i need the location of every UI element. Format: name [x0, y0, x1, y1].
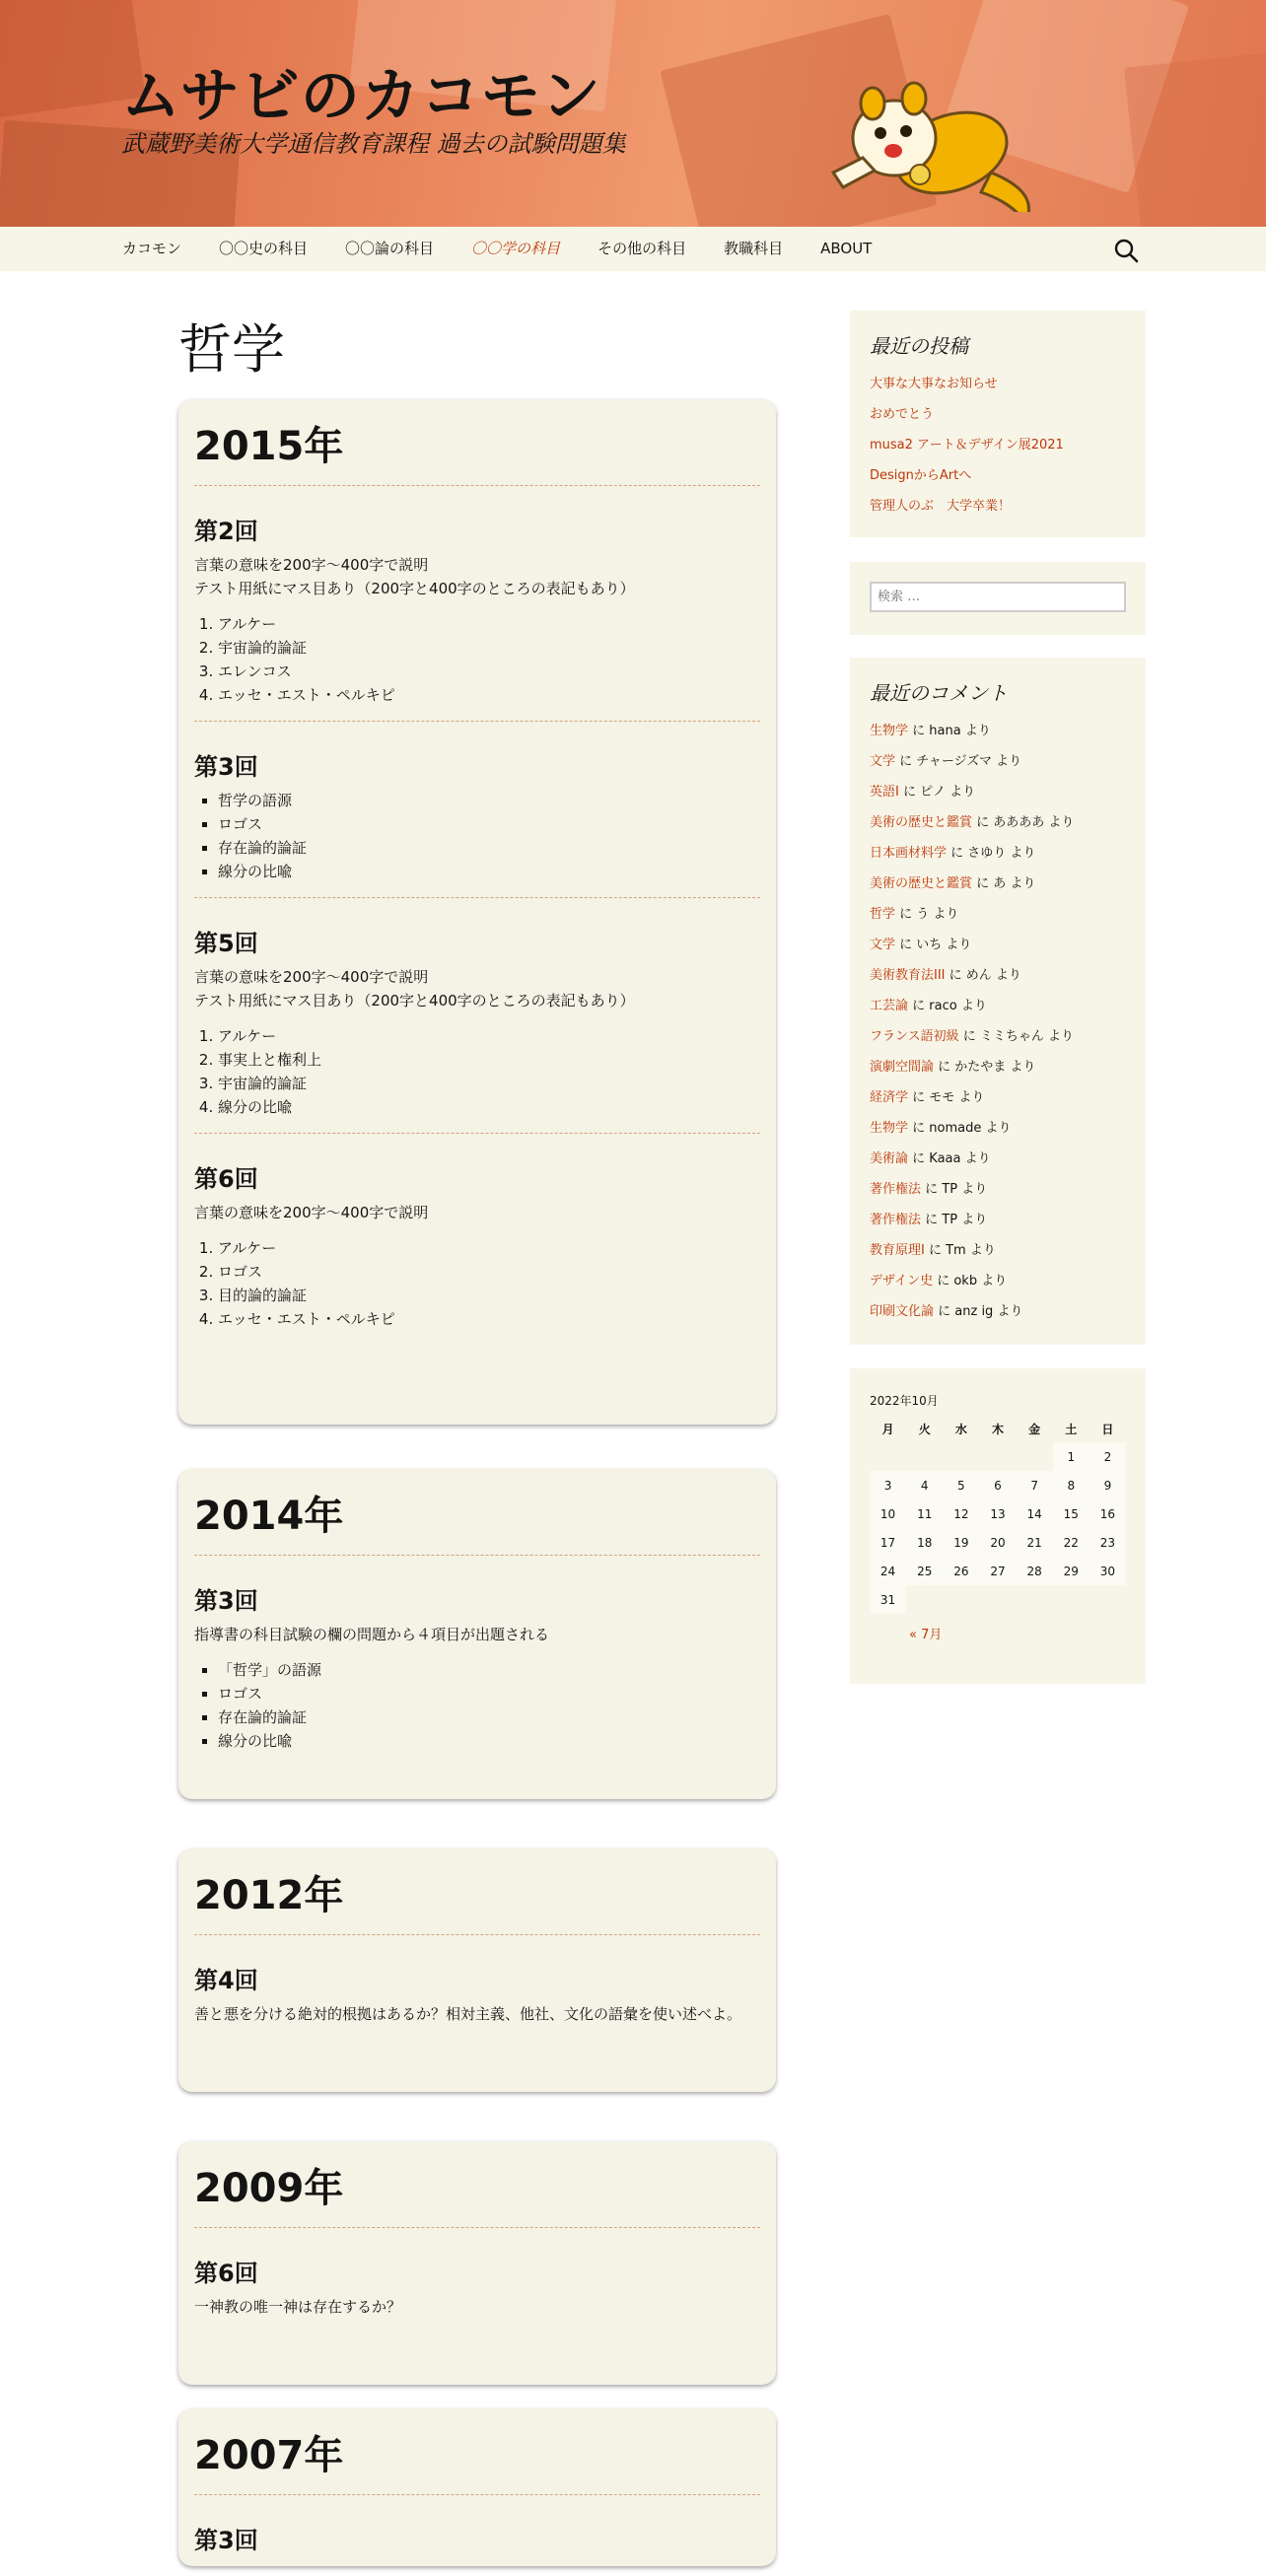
calendar-day: 27 [979, 1557, 1016, 1585]
question-item: 4. エッセ・エスト・ペルキピ [218, 1307, 760, 1331]
comment-post-link[interactable]: 美術の歴史と鑑賞 [870, 876, 973, 891]
calendar-day [943, 1585, 979, 1614]
nav-item[interactable]: 〇〇学の科目 [471, 240, 561, 257]
calendar-day [906, 1585, 943, 1614]
comment-post-link[interactable]: 日本画材料学 [870, 846, 948, 861]
widget-title: 最近のコメント [870, 681, 1008, 705]
comment-post-link[interactable]: 著作権法 [870, 1213, 922, 1227]
nav-item[interactable]: 教職科目 [724, 240, 784, 257]
exam-round [194, 898, 760, 1134]
round-heading: 第4回 [194, 1967, 258, 1994]
recent-comment [870, 1052, 1126, 1082]
calendar-day: 11 [906, 1499, 943, 1528]
calendar-weekday: 月 [881, 1422, 894, 1436]
question-list [194, 612, 760, 707]
comment-author-text: に ピノ より [898, 785, 976, 800]
calendar-day: 9 [1090, 1471, 1126, 1499]
comment-post-link[interactable]: 美術論 [870, 1151, 909, 1166]
comment-post-link[interactable]: 美術教育法III [870, 968, 946, 983]
year-heading: 2012年 [194, 1848, 760, 1935]
comment-author-text: に Tm より [924, 1243, 996, 1258]
year-heading: 2009年 [194, 2141, 760, 2228]
recent-comment [870, 777, 1126, 807]
calendar-day [1090, 1585, 1126, 1614]
question-item: ▪ 「哲学」の語源 [218, 1658, 760, 1682]
calendar-day: 12 [943, 1499, 979, 1528]
recent-comment [870, 1144, 1126, 1174]
year-heading: 2015年 [194, 399, 760, 486]
year-card [178, 1848, 776, 2092]
site-title[interactable]: ムサビのカコモン [121, 62, 601, 131]
question-item: 2. 事実上と権利上 [218, 1048, 760, 1072]
question-item: 4. エッセ・エスト・ペルキピ [218, 683, 760, 707]
recent-comment [870, 1205, 1126, 1235]
recent-comment [870, 746, 1126, 777]
exam-round [194, 722, 760, 898]
comment-author-text: に TP より [921, 1182, 988, 1197]
question-list [194, 1658, 760, 1753]
comment-author-text: に めん より [945, 968, 1021, 983]
calendar-day: 2 [1090, 1442, 1126, 1471]
round-description: 言葉の意味を200字〜400字で説明 [194, 1204, 429, 1221]
comment-post-link[interactable]: 哲学 [870, 907, 896, 922]
question-item: 1. アルケー [218, 1236, 760, 1260]
comment-author-text: に さゆり より [947, 846, 1036, 861]
recent-comment [870, 991, 1126, 1021]
calendar-day: 30 [1090, 1557, 1126, 1585]
recent-comment [870, 1174, 1126, 1205]
comment-author-text: に かたやま より [934, 1060, 1036, 1075]
calendar-week [870, 1557, 1126, 1585]
question-item: 4. 線分の比喩 [218, 1095, 760, 1119]
comment-post-link[interactable]: 演劇空間論 [870, 1060, 935, 1075]
comment-post-link[interactable]: 著作権法 [870, 1182, 922, 1197]
calendar-day [1017, 1442, 1053, 1471]
calendar-day [906, 1442, 943, 1471]
calendar-day: 29 [1053, 1557, 1090, 1585]
comment-author-text: に いち より [895, 938, 972, 952]
round-heading: 第3回 [194, 2527, 258, 2554]
recent-post-link[interactable]: musa2 アート＆デザイン展2021 [870, 438, 1064, 453]
nav-menu [104, 227, 890, 271]
calendar-weekday: 木 [991, 1422, 1004, 1436]
comment-author-text: に okb より [933, 1274, 1008, 1288]
exam-round [194, 2495, 760, 2576]
recent-post-link[interactable]: 管理人のぶ 大学卒業！ [870, 499, 1012, 514]
nav-item[interactable]: 〇〇史の科目 [219, 240, 309, 257]
nav-item[interactable]: 〇〇論の科目 [345, 240, 435, 257]
calendar-day [1053, 1585, 1090, 1614]
calendar-weekday: 金 [1028, 1422, 1041, 1436]
question-item: 3. 目的論的論証 [218, 1284, 760, 1307]
exam-round [194, 2228, 760, 2332]
recent-comment [870, 899, 1126, 930]
calendar-day [979, 1585, 1016, 1614]
round-description: テスト用紙にマス目あり（200字と400字のところの表記もあり） [194, 580, 635, 597]
year-heading: 2014年 [194, 1469, 760, 1556]
calendar-day: 1 [1053, 1442, 1090, 1471]
calendar-prev-link[interactable]: « 7月 [909, 1628, 943, 1642]
calendar-table [870, 1415, 1126, 1614]
recent-comment [870, 1235, 1126, 1266]
recent-post-link[interactable]: DesignからArtへ [870, 468, 972, 483]
comment-author-text: に ミミちゃん より [958, 1029, 1075, 1044]
comment-post-link[interactable]: 英語Ⅰ [870, 785, 899, 800]
calendar-week [870, 1585, 1126, 1614]
search-widget [850, 562, 1146, 635]
calendar-weekday: 火 [918, 1422, 931, 1436]
recent-comment [870, 838, 1126, 869]
exam-round [194, 486, 760, 722]
calendar-day: 28 [1017, 1557, 1053, 1585]
recent-comments-list [870, 716, 1126, 1327]
year-card [178, 399, 776, 1425]
question-item: ▪ 線分の比喩 [218, 860, 760, 883]
round-description: テスト用紙にマス目あり（200字と400字のところの表記もあり） [194, 992, 635, 1010]
recent-comment [870, 869, 1126, 899]
recent-comment [870, 1266, 1126, 1296]
calendar-day [1017, 1585, 1053, 1614]
calendar-day: 14 [1017, 1499, 1053, 1528]
round-heading: 第5回 [194, 930, 258, 957]
recent-post-link[interactable]: 大事な大事なお知らせ [870, 377, 998, 391]
calendar-day: 22 [1053, 1528, 1090, 1557]
calendar-day: 18 [906, 1528, 943, 1557]
question-item: 1. アルケー [218, 612, 760, 636]
question-item: ▪ ロゴス [218, 1682, 760, 1706]
calendar-day: 16 [1090, 1499, 1126, 1528]
comment-post-link[interactable]: 工芸論 [870, 999, 909, 1013]
calendar-day: 3 [870, 1471, 906, 1499]
calendar-day: 8 [1053, 1471, 1090, 1499]
calendar-day: 15 [1053, 1499, 1090, 1528]
comment-post-link[interactable]: 文学 [870, 754, 896, 769]
comment-author-text: に モモ より [908, 1090, 985, 1105]
recent-comment [870, 716, 1126, 746]
round-heading: 第6回 [194, 2260, 258, 2287]
question-list [194, 789, 760, 883]
calendar-week [870, 1471, 1126, 1499]
comment-author-text: に anz ig より [934, 1304, 1023, 1319]
comment-post-link[interactable]: デザイン史 [870, 1274, 934, 1288]
round-description: 言葉の意味を200字〜400字で説明 [194, 556, 429, 574]
calendar-day: 4 [906, 1471, 943, 1499]
calendar-day: 25 [906, 1557, 943, 1585]
question-item: 3. エレンコス [218, 660, 760, 683]
recent-comment [870, 960, 1126, 991]
recent-post-link[interactable]: おめでとう [870, 407, 935, 422]
calendar-day: 6 [979, 1471, 1016, 1499]
year-card [178, 2408, 776, 2566]
calendar-day: 5 [943, 1471, 979, 1499]
header-background-book [1124, 51, 1266, 227]
page-title: 哲学 [178, 318, 285, 381]
recent-comment [870, 1082, 1126, 1113]
recent-posts-list [870, 369, 1126, 522]
question-item: 2. 宇宙論的論証 [218, 636, 760, 660]
calendar-week [870, 1499, 1126, 1528]
comment-post-link[interactable]: 美術の歴史と鑑賞 [870, 815, 973, 830]
question-item: 3. 宇宙論的論証 [218, 1072, 760, 1095]
recent-comments-widget [850, 658, 1146, 1345]
comment-author-text: に ああああ より [972, 815, 1075, 830]
comment-author-text: に nomade より [908, 1121, 1012, 1136]
question-item: ▪ ロゴス [218, 812, 760, 836]
comment-author-text: に う より [895, 907, 959, 922]
nav-item[interactable]: その他の科目 [598, 240, 687, 257]
calendar-day: 13 [979, 1499, 1016, 1528]
round-heading: 第3回 [194, 753, 258, 781]
main-navigation [0, 227, 1266, 271]
calendar-day: 31 [870, 1585, 906, 1614]
search-input[interactable] [870, 582, 1126, 612]
calendar-day [979, 1442, 1016, 1471]
calendar-weekday: 土 [1065, 1422, 1078, 1436]
calendar-day [943, 1442, 979, 1471]
year-card [178, 2141, 776, 2385]
calendar-day: 20 [979, 1528, 1016, 1557]
question-item: ▪ 存在論的論証 [218, 1706, 760, 1729]
round-description: 指導書の科目試験の欄の問題から４項目が出題される [194, 1626, 550, 1643]
comment-author-text: に チャージズマ より [895, 754, 1022, 769]
exam-round [194, 1134, 760, 1345]
calendar-day: 23 [1090, 1528, 1126, 1557]
comment-author-text: に TP より [921, 1213, 988, 1227]
mascot-logo [804, 54, 1040, 212]
comment-post-link[interactable]: フランス語初級 [870, 1029, 959, 1044]
calendar-day: 21 [1017, 1528, 1053, 1557]
exam-round [194, 1556, 760, 1767]
comment-post-link[interactable]: 生物学 [870, 1121, 909, 1136]
calendar-week [870, 1528, 1126, 1557]
round-description: 善と悪を分ける絶対的根拠はあるか？相対主義、他社、文化の語彙を使い述べよ。 [194, 2005, 742, 2023]
round-heading: 第3回 [194, 1587, 258, 1615]
search-icon[interactable] [1112, 237, 1140, 264]
comment-author-text: に あ より [972, 876, 1036, 891]
calendar-day: 7 [1017, 1471, 1053, 1499]
question-item: ▪ 哲学の語源 [218, 789, 760, 812]
question-item: 2. ロゴス [218, 1260, 760, 1284]
comment-post-link[interactable]: 教育原理Ⅰ [870, 1243, 925, 1258]
comment-post-link[interactable]: 経済学 [870, 1090, 909, 1105]
comment-author-text: に raco より [908, 999, 987, 1013]
calendar-day: 19 [943, 1528, 979, 1557]
question-item: 1. アルケー [218, 1024, 760, 1048]
calendar-day: 10 [870, 1499, 906, 1528]
question-list [194, 1236, 760, 1331]
round-heading: 第6回 [194, 1165, 258, 1193]
comment-post-link[interactable]: 生物学 [870, 724, 909, 738]
calendar-day: 24 [870, 1557, 906, 1585]
calendar-caption: 2022年10月 [870, 1394, 939, 1408]
exam-round [194, 1935, 760, 2040]
calendar-weekday: 日 [1101, 1422, 1114, 1436]
round-description: 言葉の意味を200字〜400字で説明 [194, 968, 429, 986]
comment-author-text: に hana より [908, 724, 991, 738]
calendar-widget [850, 1368, 1146, 1684]
question-item: ▪ 線分の比喩 [218, 1729, 760, 1753]
calendar-day: 26 [943, 1557, 979, 1585]
recent-posts-widget [850, 311, 1146, 537]
site-description: 武蔵野美術大学通信教育課程 過去の試験問題集 [121, 130, 626, 158]
year-heading: 2007年 [194, 2408, 760, 2495]
widget-title: 最近の投稿 [870, 334, 968, 358]
question-item: ▪ 存在論的論証 [218, 836, 760, 860]
comment-post-link[interactable]: 印刷文化論 [870, 1304, 935, 1319]
calendar-week [870, 1442, 1126, 1471]
nav-item[interactable]: ABOUT [820, 240, 873, 257]
calendar-day [870, 1442, 906, 1471]
recent-comment [870, 930, 1126, 960]
recent-comment [870, 807, 1126, 838]
question-list [194, 1024, 760, 1119]
recent-comment [870, 1021, 1126, 1052]
recent-comment [870, 1113, 1126, 1144]
nav-item[interactable]: カコモン [122, 240, 182, 257]
round-description: 一神教の唯一神は存在するか？ [194, 2298, 402, 2316]
calendar-weekday: 水 [954, 1422, 967, 1436]
calendar-day: 17 [870, 1528, 906, 1557]
round-heading: 第2回 [194, 518, 258, 545]
year-card [178, 1469, 776, 1799]
site-header [0, 0, 1266, 227]
comment-author-text: に Kaaa より [908, 1151, 991, 1166]
recent-comment [870, 1296, 1126, 1327]
comment-post-link[interactable]: 文学 [870, 938, 896, 952]
